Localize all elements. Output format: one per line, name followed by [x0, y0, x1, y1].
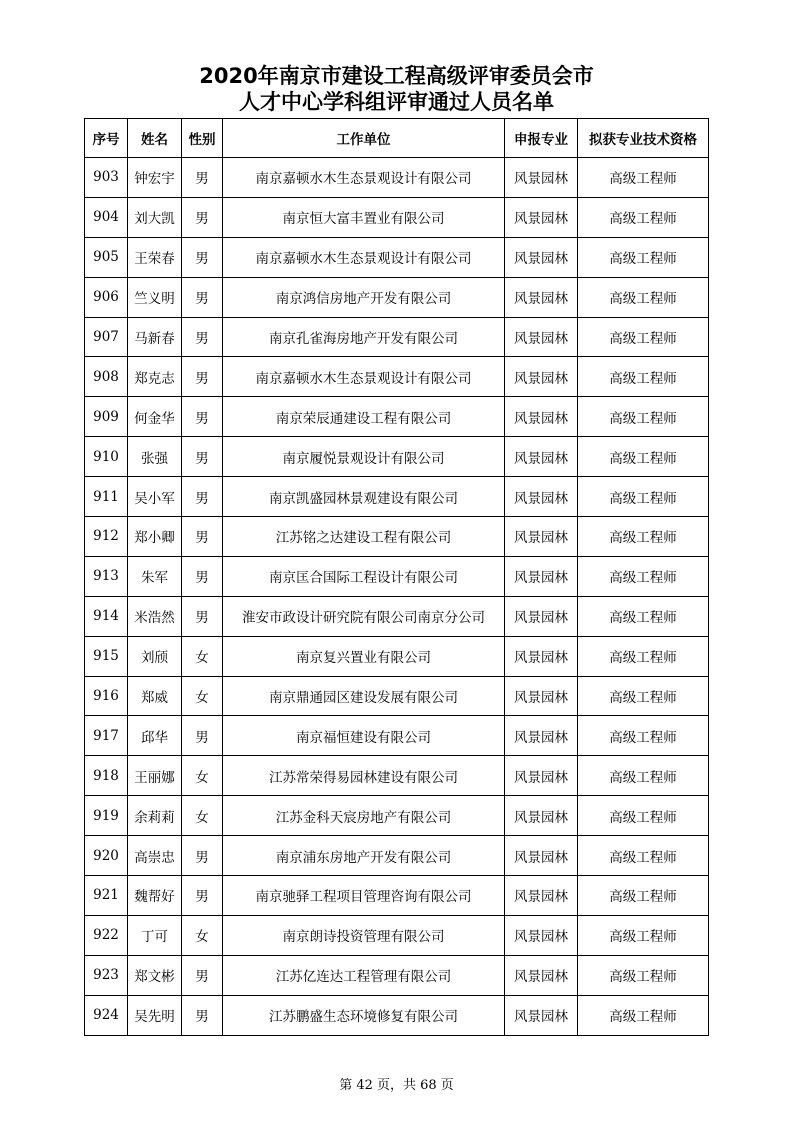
cell-name: 余莉莉 — [128, 796, 182, 836]
cell-specialty: 风景园林 — [505, 995, 578, 1035]
cell-name: 王荣春 — [128, 237, 182, 277]
cell-name: 马新春 — [128, 317, 182, 357]
cell-qualification: 高级工程师 — [578, 995, 709, 1035]
cell-specialty: 风景园林 — [505, 716, 578, 756]
cell-serial: 912 — [85, 517, 128, 557]
cell-gender: 男 — [182, 397, 223, 437]
cell-serial: 909 — [85, 397, 128, 437]
cell-name: 米浩然 — [128, 596, 182, 636]
cell-name: 吴小军 — [128, 477, 182, 517]
cell-qualification: 高级工程师 — [578, 197, 709, 237]
table-row — [85, 277, 709, 317]
cell-name: 郑文彬 — [128, 955, 182, 995]
cell-gender: 男 — [182, 556, 223, 596]
cell-specialty: 风景园林 — [505, 636, 578, 676]
cell-name: 郑克志 — [128, 357, 182, 397]
cell-gender: 女 — [182, 796, 223, 836]
cell-serial: 916 — [85, 676, 128, 716]
cell-serial: 917 — [85, 716, 128, 756]
page-footer: 第 42 页，共 68 页 — [339, 1078, 454, 1093]
cell-serial: 907 — [85, 317, 128, 357]
cell-serial: 915 — [85, 636, 128, 676]
table-row — [85, 197, 709, 237]
cell-qualification: 高级工程师 — [578, 397, 709, 437]
header-name: 姓名 — [128, 119, 182, 158]
cell-employer: 南京恒大富丰置业有限公司 — [223, 197, 505, 237]
cell-qualification: 高级工程师 — [578, 915, 709, 955]
cell-serial: 921 — [85, 876, 128, 916]
table-row — [85, 317, 709, 357]
table-row — [85, 836, 709, 876]
cell-gender: 男 — [182, 237, 223, 277]
table-row — [85, 716, 709, 756]
table-row — [85, 556, 709, 596]
cell-name: 邱华 — [128, 716, 182, 756]
cell-name: 王丽娜 — [128, 756, 182, 796]
cell-specialty: 风景园林 — [505, 836, 578, 876]
header-row — [85, 119, 709, 158]
cell-qualification: 高级工程师 — [578, 556, 709, 596]
cell-gender: 男 — [182, 357, 223, 397]
cell-employer: 南京驰驿工程项目管理咨询有限公司 — [223, 876, 505, 916]
cell-employer: 南京朗诗投资管理有限公司 — [223, 915, 505, 955]
header-gender: 性别 — [182, 119, 223, 158]
cell-specialty: 风景园林 — [505, 915, 578, 955]
cell-name: 郑威 — [128, 676, 182, 716]
cell-gender: 男 — [182, 477, 223, 517]
cell-qualification: 高级工程师 — [578, 756, 709, 796]
cell-employer: 南京孔雀海房地产开发有限公司 — [223, 317, 505, 357]
table-row — [85, 517, 709, 557]
cell-gender: 女 — [182, 756, 223, 796]
cell-employer: 淮安市政设计研究院有限公司南京分公司 — [223, 596, 505, 636]
title-line-1: 2020年南京市建设工程高级评审委员会市 — [199, 64, 594, 88]
cell-employer: 江苏亿连达工程管理有限公司 — [223, 955, 505, 995]
table-row — [85, 955, 709, 995]
cell-specialty: 风景园林 — [505, 357, 578, 397]
cell-gender: 男 — [182, 836, 223, 876]
cell-serial: 919 — [85, 796, 128, 836]
header-serial: 序号 — [85, 119, 128, 158]
cell-qualification: 高级工程师 — [578, 237, 709, 277]
header-specialty: 申报专业 — [505, 119, 578, 158]
cell-qualification: 高级工程师 — [578, 277, 709, 317]
cell-specialty: 风景园林 — [505, 876, 578, 916]
table-row — [85, 756, 709, 796]
cell-qualification: 高级工程师 — [578, 955, 709, 995]
cell-gender: 男 — [182, 517, 223, 557]
cell-name: 高崇忠 — [128, 836, 182, 876]
cell-specialty: 风景园林 — [505, 556, 578, 596]
table-row — [85, 796, 709, 836]
cell-name: 张强 — [128, 437, 182, 477]
cell-employer: 江苏铭之达建设工程有限公司 — [223, 517, 505, 557]
cell-qualification: 高级工程师 — [578, 876, 709, 916]
cell-gender: 男 — [182, 317, 223, 357]
cell-specialty: 风景园林 — [505, 237, 578, 277]
table-row — [85, 397, 709, 437]
cell-employer: 江苏金科天宸房地产有限公司 — [223, 796, 505, 836]
cell-serial: 905 — [85, 237, 128, 277]
cell-name: 刘大凯 — [128, 197, 182, 237]
cell-serial: 918 — [85, 756, 128, 796]
table-row — [85, 636, 709, 676]
cell-serial: 904 — [85, 197, 128, 237]
cell-serial: 922 — [85, 915, 128, 955]
cell-qualification: 高级工程师 — [578, 317, 709, 357]
cell-serial: 903 — [85, 158, 128, 198]
table-row — [85, 158, 709, 198]
cell-specialty: 风景园林 — [505, 277, 578, 317]
cell-specialty: 风景园林 — [505, 676, 578, 716]
table-row — [85, 915, 709, 955]
cell-gender: 女 — [182, 636, 223, 676]
cell-qualification: 高级工程师 — [578, 836, 709, 876]
cell-name: 竺义明 — [128, 277, 182, 317]
cell-gender: 女 — [182, 915, 223, 955]
cell-specialty: 风景园林 — [505, 158, 578, 198]
cell-gender: 男 — [182, 995, 223, 1035]
cell-specialty: 风景园林 — [505, 477, 578, 517]
cell-serial: 911 — [85, 477, 128, 517]
cell-employer: 南京嘉顿水木生态景观设计有限公司 — [223, 237, 505, 277]
table-row — [85, 676, 709, 716]
cell-name: 何金华 — [128, 397, 182, 437]
cell-gender: 男 — [182, 437, 223, 477]
cell-name: 刘颀 — [128, 636, 182, 676]
cell-employer: 南京嘉顿水木生态景观设计有限公司 — [223, 158, 505, 198]
cell-employer: 南京复兴置业有限公司 — [223, 636, 505, 676]
cell-name: 丁可 — [128, 915, 182, 955]
cell-specialty: 风景园林 — [505, 517, 578, 557]
cell-name: 魏帮好 — [128, 876, 182, 916]
cell-gender: 女 — [182, 676, 223, 716]
cell-gender: 男 — [182, 277, 223, 317]
cell-name: 郑小卿 — [128, 517, 182, 557]
cell-serial: 908 — [85, 357, 128, 397]
table-row — [85, 237, 709, 277]
cell-qualification: 高级工程师 — [578, 596, 709, 636]
cell-specialty: 风景园林 — [505, 397, 578, 437]
cell-serial: 914 — [85, 596, 128, 636]
cell-employer: 江苏常荣得易园林建设有限公司 — [223, 756, 505, 796]
cell-specialty: 风景园林 — [505, 437, 578, 477]
table-row — [85, 995, 709, 1035]
cell-name: 朱军 — [128, 556, 182, 596]
document-title — [0, 63, 793, 115]
cell-qualification: 高级工程师 — [578, 477, 709, 517]
cell-employer: 南京鸿信房地产开发有限公司 — [223, 277, 505, 317]
cell-gender: 男 — [182, 158, 223, 198]
table-row — [85, 477, 709, 517]
cell-employer: 南京嘉顿水木生态景观设计有限公司 — [223, 357, 505, 397]
cell-name: 吴先明 — [128, 995, 182, 1035]
cell-specialty: 风景园林 — [505, 756, 578, 796]
cell-qualification: 高级工程师 — [578, 676, 709, 716]
cell-employer: 江苏鹏盛生态环境修复有限公司 — [223, 995, 505, 1035]
cell-qualification: 高级工程师 — [578, 796, 709, 836]
table-row — [85, 437, 709, 477]
cell-employer: 南京匡合国际工程设计有限公司 — [223, 556, 505, 596]
cell-serial: 913 — [85, 556, 128, 596]
cell-serial: 906 — [85, 277, 128, 317]
cell-gender: 男 — [182, 197, 223, 237]
cell-qualification: 高级工程师 — [578, 437, 709, 477]
cell-serial: 920 — [85, 836, 128, 876]
header-employer: 工作单位 — [223, 119, 505, 158]
cell-employer: 南京福恒建设有限公司 — [223, 716, 505, 756]
roster-body — [85, 158, 709, 1036]
cell-gender: 男 — [182, 876, 223, 916]
cell-specialty: 风景园林 — [505, 197, 578, 237]
roster-table — [84, 118, 709, 1036]
table-row — [85, 357, 709, 397]
table-row — [85, 876, 709, 916]
header-qualification: 拟获专业技术资格 — [578, 119, 709, 158]
cell-employer: 南京履悦景观设计有限公司 — [223, 437, 505, 477]
cell-employer: 南京凯盛园林景观建设有限公司 — [223, 477, 505, 517]
cell-gender: 男 — [182, 955, 223, 995]
cell-specialty: 风景园林 — [505, 317, 578, 357]
cell-qualification: 高级工程师 — [578, 357, 709, 397]
cell-serial: 924 — [85, 995, 128, 1035]
cell-employer: 南京浦东房地产开发有限公司 — [223, 836, 505, 876]
cell-qualification: 高级工程师 — [578, 517, 709, 557]
cell-qualification: 高级工程师 — [578, 158, 709, 198]
cell-qualification: 高级工程师 — [578, 636, 709, 676]
cell-serial: 910 — [85, 437, 128, 477]
cell-gender: 男 — [182, 716, 223, 756]
cell-specialty: 风景园林 — [505, 955, 578, 995]
cell-name: 钟宏宇 — [128, 158, 182, 198]
cell-qualification: 高级工程师 — [578, 716, 709, 756]
table-row — [85, 596, 709, 636]
cell-specialty: 风景园林 — [505, 796, 578, 836]
cell-gender: 男 — [182, 596, 223, 636]
title-line-2: 人才中心学科组评审通过人员名单 — [239, 90, 554, 114]
cell-specialty: 风景园林 — [505, 596, 578, 636]
cell-serial: 923 — [85, 955, 128, 995]
cell-employer: 南京鼎通园区建设发展有限公司 — [223, 676, 505, 716]
cell-employer: 南京荣辰通建设工程有限公司 — [223, 397, 505, 437]
